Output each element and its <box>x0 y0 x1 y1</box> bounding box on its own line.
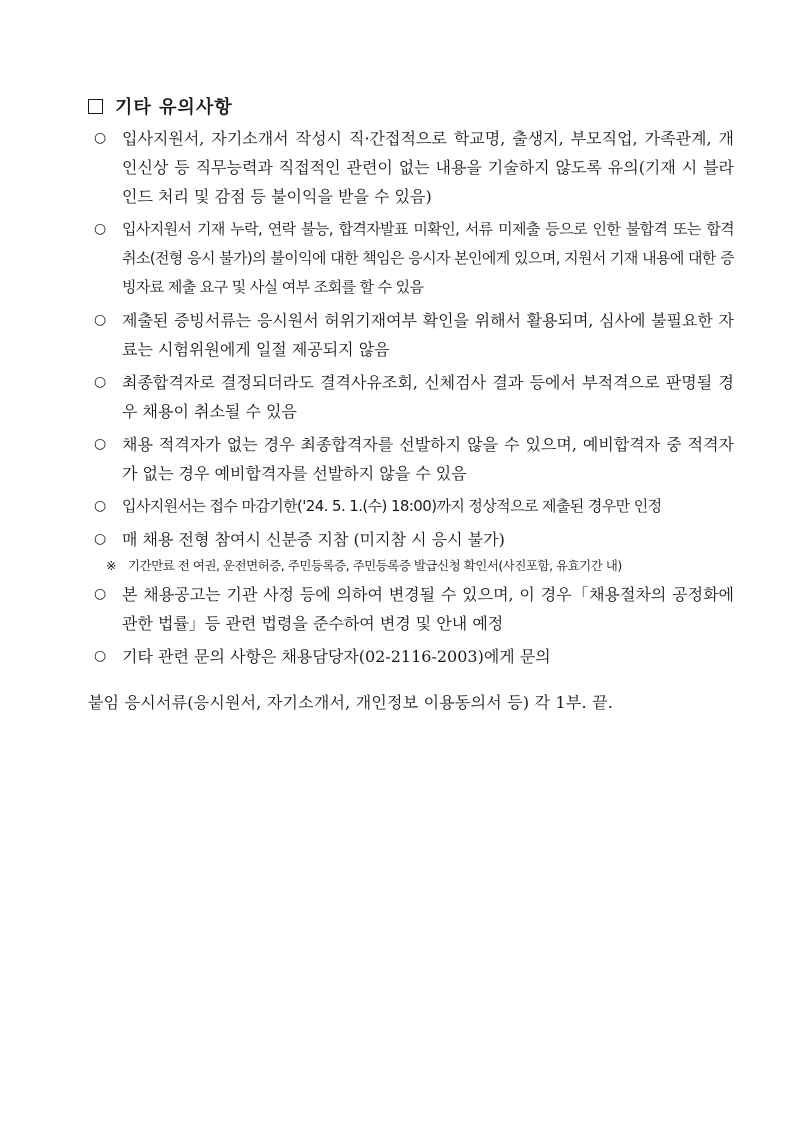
section-heading-text: 기타 유의사항 <box>115 97 233 118</box>
list-item-text: 입사지원서, 자기소개서 작성시 직·간접적으로 학교명, 출생지, 부모직업, 가족관계, 개인신상 등 직무능력과 직접적인 관련이 없는 내용을 기술하지 않도록 유의(기재 시 블라인드 처리 및 감점 등 불이익을 받을 수 있음) <box>122 129 734 206</box>
list-item-text: 채용 적격자가 없는 경우 최종합격자를 선발하지 않을 수 있으며, 예비합격자 중 적격자가 없는 경우 예비합격자를 선발하지 않을 수 있음 <box>122 435 734 483</box>
list-item-text: 기타 관련 문의 사항은 채용담당자(02-2116-2003)에게 문의 <box>122 647 551 666</box>
circle-bullet-icon: ○ <box>94 498 107 514</box>
circle-bullet-icon: ○ <box>94 312 107 328</box>
reference-mark-icon: ※ <box>106 558 116 573</box>
circle-bullet-icon: ○ <box>94 130 107 146</box>
list-item-text: 본 채용공고는 기관 사정 등에 의하여 변경될 수 있으며, 이 경우「채용절차의 공정화에 관한 법률」등 관련 법령을 준수하여 변경 및 안내 예정 <box>122 585 734 633</box>
list-item <box>94 306 734 364</box>
circle-bullet-icon: ○ <box>94 221 107 237</box>
list-item-text: 입사지원서 기재 누락, 연락 불능, 합격자발표 미확인, 서류 미제출 등으로 인한 불합격 또는 합격 취소(전형 응시 불가)의 불이익에 대한 책임은 응시자 본인에게 있으며, 지원서 기재 내용에 대한 증빙자료 제출 요구 및 사실 여부 조회를 할 수 있음 <box>122 220 734 296</box>
note-text: 기간만료 전 여권, 운전면허증, 주민등록증, 주민등록증 발급신청 확인서(사진포함, 유효기간 내) <box>128 558 622 573</box>
list-item <box>94 430 734 488</box>
circle-bullet-icon: ○ <box>94 531 107 547</box>
circle-bullet-icon: ○ <box>94 436 107 452</box>
notice-list <box>94 124 734 675</box>
list-item <box>94 124 734 211</box>
list-item <box>94 368 734 426</box>
list-item <box>94 580 734 638</box>
attachment-line: 붙임 응시서류(응시원서, 자기소개서, 개인정보 이용동의서 등) 각 1부. 끝. <box>88 693 614 712</box>
list-item-text: 제출된 증빙서류는 응시원서 허위기재여부 확인을 위해서 활용되며, 심사에 불필요한 자료는 시험위원에게 일절 제공되지 않음 <box>122 311 734 359</box>
list-item <box>94 642 734 671</box>
list-item <box>94 525 734 554</box>
list-item-text: 매 채용 전형 참여시 신분증 지참 (미지참 시 응시 불가) <box>122 530 505 549</box>
list-item <box>94 492 734 521</box>
section-heading <box>88 93 233 119</box>
checkbox-square-icon <box>88 99 103 114</box>
id-requirement-note <box>94 554 734 578</box>
circle-bullet-icon: ○ <box>94 374 107 390</box>
list-item-text: 최종합격자로 결정되더라도 결격사유조회, 신체검사 결과 등에서 부적격으로 판명될 경우 채용이 취소될 수 있음 <box>122 373 734 421</box>
circle-bullet-icon: ○ <box>94 648 107 664</box>
list-item-text: 입사지원서는 접수 마감기한('24. 5. 1.(수) 18:00)까지 정상적으로 제출된 경우만 인정 <box>122 497 662 515</box>
circle-bullet-icon: ○ <box>94 586 107 602</box>
list-item <box>94 215 734 302</box>
